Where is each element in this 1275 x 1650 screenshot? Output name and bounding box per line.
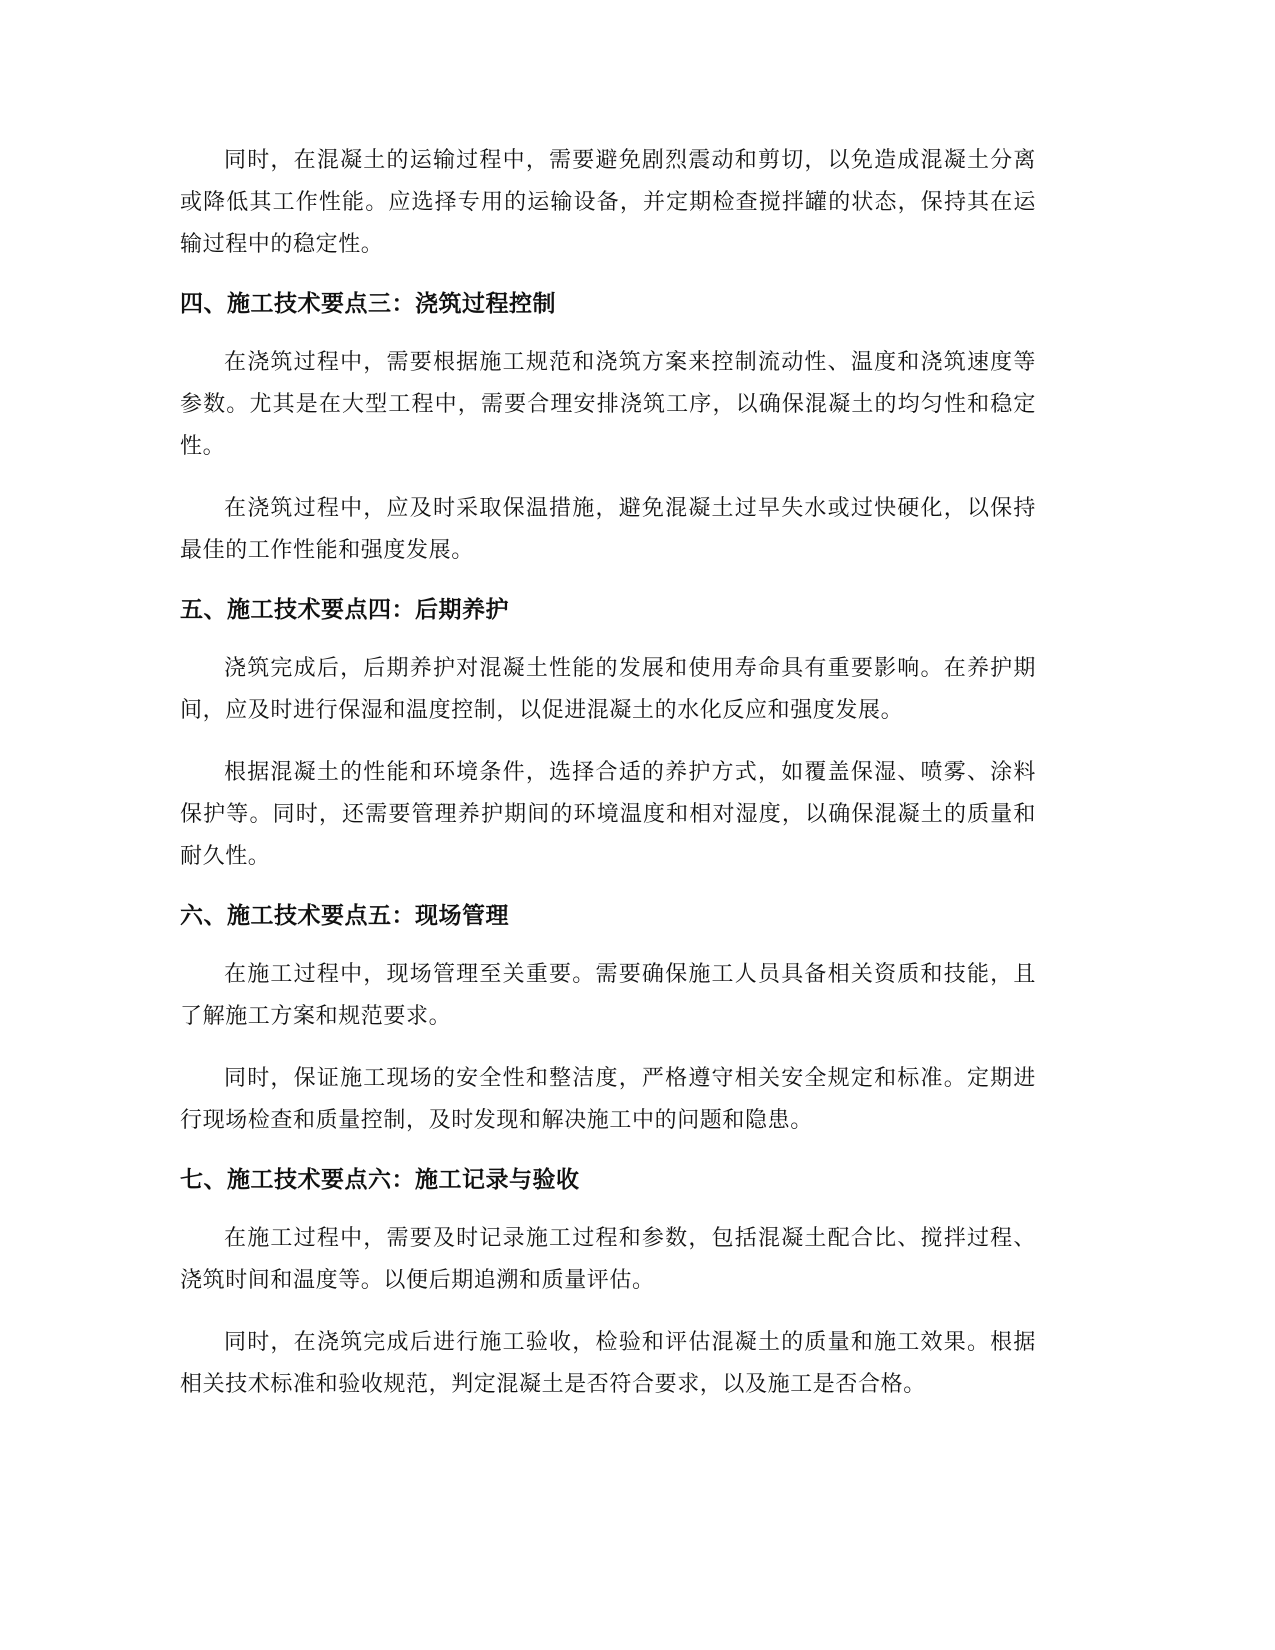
document-body: [180, 140, 1036, 1426]
paragraph-records-2: 同时，在浇筑完成后进行施工验收，检验和评估混凝土的质量和施工效果。根据相关技术标准和验收规范，判定混凝土是否符合要求，以及施工是否合格。: [180, 1330, 1036, 1397]
paragraph-curing-1: 浇筑完成后，后期养护对混凝土性能的发展和使用寿命具有重要影响。在养护期间，应及时进行保湿和温度控制，以促进混凝土的水化反应和强度发展。: [180, 656, 1036, 723]
section-heading-site-management: 六、施工技术要点五：现场管理: [180, 903, 509, 929]
paragraph-site-management-1: 在施工过程中，现场管理至关重要。需要确保施工人员具备相关资质和技能，且了解施工方案和规范要求。: [180, 962, 1036, 1029]
paragraph-site-management-2: 同时，保证施工现场的安全性和整洁度，严格遵守相关安全规定和标准。定期进行现场检查和质量控制，及时发现和解决施工中的问题和隐患。: [180, 1066, 1036, 1133]
paragraph-pouring-1: 在浇筑过程中，需要根据施工规范和浇筑方案来控制流动性、温度和浇筑速度等参数。尤其是在大型工程中，需要合理安排浇筑工序，以确保混凝土的均匀性和稳定性。: [180, 350, 1036, 459]
section-heading-records-acceptance: 七、施工技术要点六：施工记录与验收: [180, 1167, 580, 1193]
paragraph-curing-2: 根据混凝土的性能和环境条件，选择合适的养护方式，如覆盖保湿、喷雾、涂料保护等。同时，还需要管理养护期间的环境温度和相对湿度，以确保混凝土的质量和耐久性。: [180, 760, 1036, 869]
section-heading-pouring: 四、施工技术要点三：浇筑过程控制: [180, 291, 556, 317]
paragraph-pouring-2: 在浇筑过程中，应及时采取保温措施，避免混凝土过早失水或过快硬化，以保持最佳的工作性能和强度发展。: [180, 496, 1036, 563]
section-heading-curing: 五、施工技术要点四：后期养护: [180, 597, 509, 623]
paragraph-transport: 同时，在混凝土的运输过程中，需要避免剧烈震动和剪切，以免造成混凝土分离或降低其工作性能。应选择专用的运输设备，并定期检查搅拌罐的状态，保持其在运输过程中的稳定性。: [180, 148, 1036, 257]
paragraph-records-1: 在施工过程中，需要及时记录施工过程和参数，包括混凝土配合比、搅拌过程、浇筑时间和温度等。以便后期追溯和质量评估。: [180, 1226, 1036, 1293]
